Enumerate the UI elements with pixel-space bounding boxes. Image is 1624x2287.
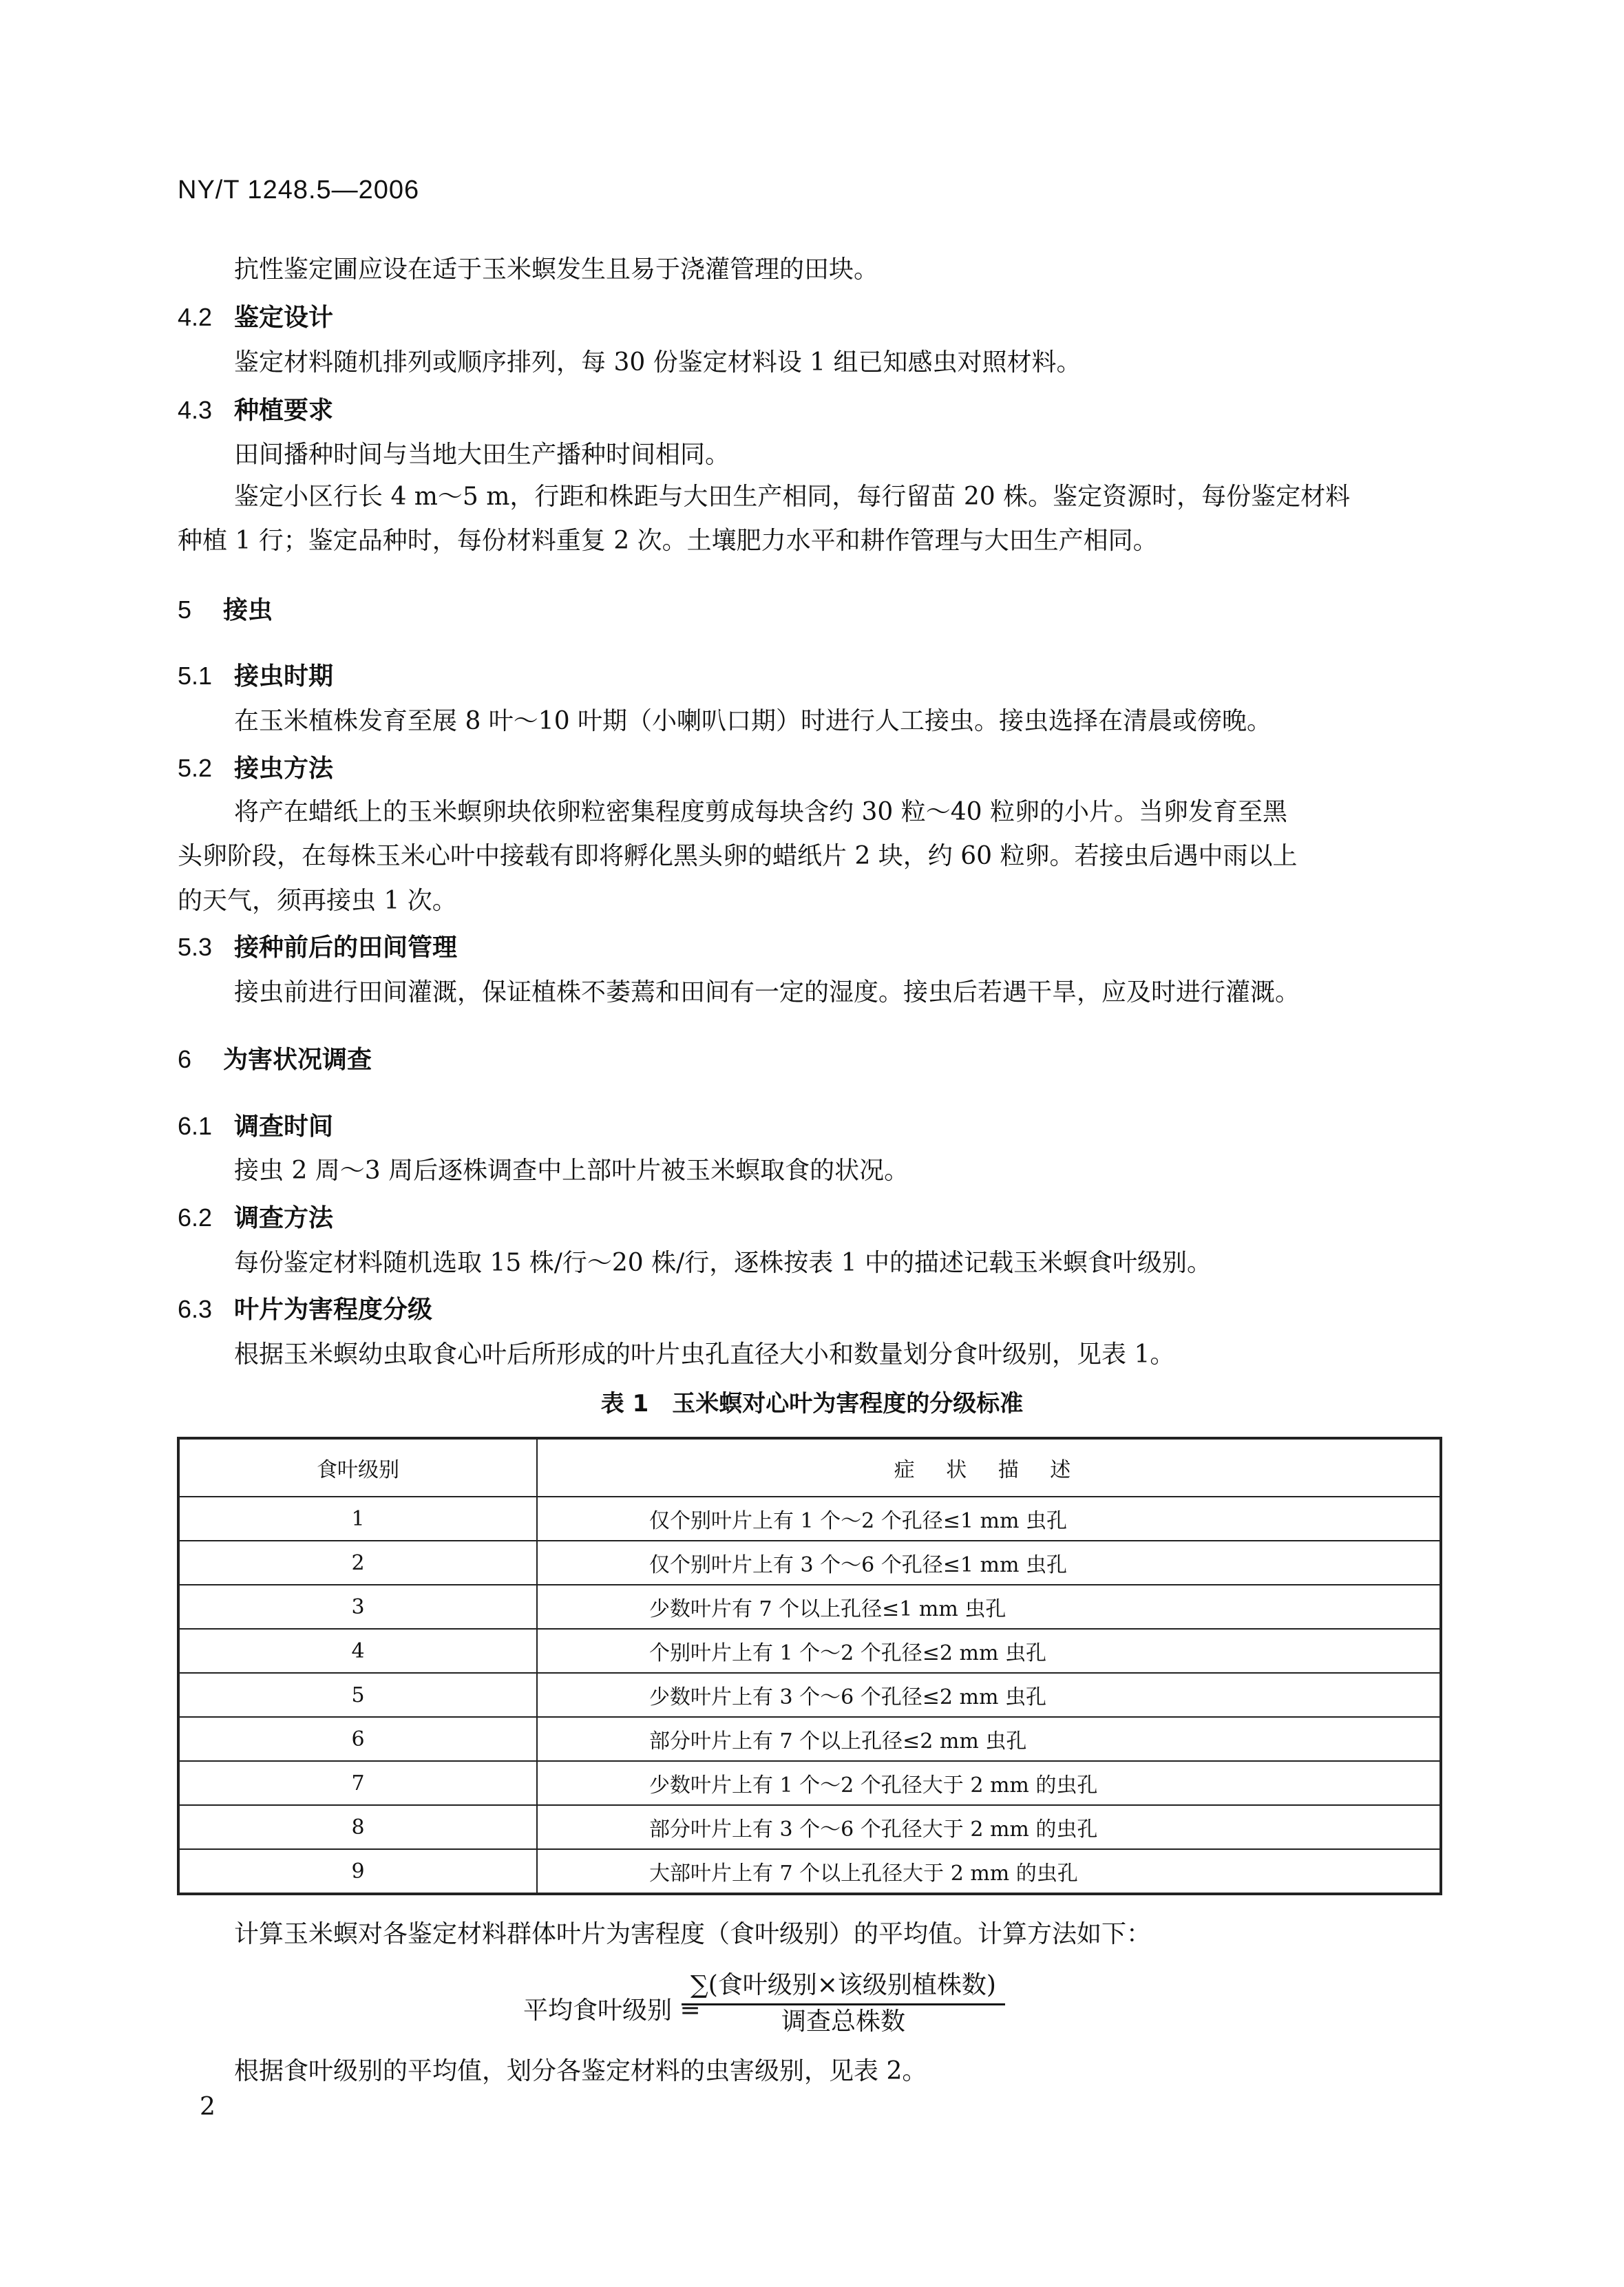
table-row: [178, 1761, 1441, 1805]
heading-title: 种植要求: [234, 397, 334, 425]
description-cell: 少数叶片上有 3 个～6 个孔径≤2 mm 虫孔: [537, 1673, 1441, 1717]
heading-title: 调查时间: [234, 1113, 334, 1141]
paragraph-5-3: 接虫前进行田间灌溉，保证植株不萎蔫和田间有一定的湿度。接虫后若遇干旱，应及时进行灌溉。: [234, 978, 1300, 1007]
paragraph-4-2: 鉴定材料随机排列或顺序排列，每 30 份鉴定材料设 1 组已知感虫对照材料。: [234, 348, 1082, 377]
heading-5: [178, 593, 273, 627]
description-cell: 仅个别叶片上有 3 个～6 个孔径≤1 mm 虫孔: [537, 1541, 1441, 1585]
description-cell: 个别叶片上有 1 个～2 个孔径≤2 mm 虫孔: [537, 1629, 1441, 1673]
heading-number: 6: [178, 1045, 192, 1073]
heading-number: 6.3: [178, 1295, 213, 1323]
heading-number: 5.1: [178, 662, 213, 690]
heading-number: 6.2: [178, 1203, 213, 1232]
paragraph-5-2-line1: 将产在蜡纸上的玉米螟卵块依卵粒密集程度剪成每块含约 30 粒～40 粒卵的小片。当卵发育至黑: [234, 798, 1287, 826]
heading-title: 接虫: [223, 596, 273, 624]
description-cell: 少数叶片上有 1 个～2 个孔径大于 2 mm 的虫孔: [537, 1761, 1441, 1805]
heading-6-3: [178, 1293, 432, 1327]
formula-fraction: [682, 1969, 1005, 2038]
page-number: 2: [200, 2093, 215, 2121]
description-cell: 仅个别叶片上有 1 个～2 个孔径≤1 mm 虫孔: [537, 1497, 1441, 1541]
heading-title: 为害状况调查: [223, 1046, 372, 1074]
table-1-title: 表 1 玉米螟对心叶为害程度的分级标准: [600, 1390, 1024, 1417]
standard-code-header: NY/T 1248.5—2006: [178, 176, 420, 204]
grade-table: [177, 1437, 1442, 1895]
heading-number: 5: [178, 596, 192, 624]
grade-cell: 2: [178, 1541, 537, 1585]
table-row: [178, 1497, 1441, 1541]
heading-4-2: [178, 301, 333, 335]
table-row: [178, 1717, 1441, 1761]
paragraph-5-2-line2: 头卵阶段，在每株玉米心叶中接载有即将孵化黑头卵的蜡纸片 2 块，约 60 粒卵。若接虫后遇中雨以上: [178, 842, 1298, 870]
grade-cell: 5: [178, 1673, 537, 1717]
grade-cell: 3: [178, 1585, 537, 1629]
paragraph-6-3: 根据玉米螟幼虫取食心叶后所形成的叶片虫孔直径大小和数量划分食叶级别，见表 1。: [234, 1340, 1175, 1369]
paragraph-6-1: 接虫 2 周～3 周后逐株调查中上部叶片被玉米螟取食的状况。: [234, 1157, 909, 1185]
table-row: [178, 1585, 1441, 1629]
description-cell: 少数叶片有 7 个以上孔径≤1 mm 虫孔: [537, 1585, 1441, 1629]
heading-5-2: [178, 752, 333, 786]
grade-cell: 8: [178, 1805, 537, 1849]
heading-title: 调查方法: [234, 1204, 334, 1232]
grade-cell: 6: [178, 1717, 537, 1761]
heading-6-1: [178, 1110, 333, 1144]
heading-5-1: [178, 660, 333, 693]
grade-cell: 9: [178, 1849, 537, 1894]
heading-number: 6.1: [178, 1112, 213, 1140]
grade-cell: 4: [178, 1629, 537, 1673]
description-cell: 大部叶片上有 7 个以上孔径大于 2 mm 的虫孔: [537, 1849, 1441, 1894]
table-row: [178, 1541, 1441, 1585]
table-row: [178, 1629, 1441, 1673]
formula-denominator: 调查总株数: [781, 2007, 905, 2036]
table-row: [178, 1849, 1441, 1894]
heading-title: 接种前后的田间管理: [234, 934, 458, 962]
heading-title: 叶片为害程度分级: [234, 1296, 433, 1324]
heading-number: 5.3: [178, 933, 213, 961]
paragraph-4-3-a: 田间播种时间与当地大田生产播种时间相同。: [234, 441, 730, 469]
heading-title: 鉴定设计: [234, 304, 334, 332]
grade-cell: 1: [178, 1497, 537, 1541]
heading-6: [178, 1043, 372, 1077]
paragraph-4-3-b-line2: 种植 1 行；鉴定品种时，每份材料重复 2 次。土壤肥力水平和耕作管理与大田生产相同。: [178, 527, 1158, 555]
grade-cell: 7: [178, 1761, 537, 1805]
paragraph-5-2-line3: 的天气，须再接虫 1 次。: [178, 887, 457, 915]
heading-number: 4.2: [178, 303, 213, 331]
heading-number: 5.2: [178, 754, 213, 782]
paragraph-5-1: 在玉米植株发育至展 8 叶～10 叶期（小喇叭口期）时进行人工接虫。接虫选择在清晨或傍晚。: [234, 707, 1272, 735]
paragraph-calculation: 计算玉米螟对各鉴定材料群体叶片为害程度（食叶级别）的平均值。计算方法如下：: [234, 1920, 1152, 1948]
paragraph-after-formula: 根据食叶级别的平均值，划分各鉴定材料的虫害级别，见表 2。: [234, 2057, 927, 2085]
heading-title: 接虫方法: [234, 755, 334, 783]
formula-lhs: 平均食叶级别 =: [523, 1996, 701, 2025]
paragraph-4-3-b-line1: 鉴定小区行长 4 m～5 m，行距和株距与大田生产相同，每行留苗 20 株。鉴定资源时，每份鉴定材料: [234, 483, 1351, 511]
column-header-grade: 食叶级别: [178, 1438, 537, 1497]
description-cell: 部分叶片上有 3 个～6 个孔径大于 2 mm 的虫孔: [537, 1805, 1441, 1849]
table-row: [178, 1673, 1441, 1717]
formula-numerator: ∑(食叶级别×该级别植株数): [682, 1969, 1005, 2005]
description-cell: 部分叶片上有 7 个以上孔径≤2 mm 虫孔: [537, 1717, 1441, 1761]
table-row: [178, 1805, 1441, 1849]
heading-4-3: [178, 394, 333, 428]
column-header-description: 症 状 描 述: [537, 1438, 1441, 1497]
heading-title: 接虫时期: [234, 662, 334, 691]
paragraph-4-1-continued: 抗性鉴定圃应设在适于玉米螟发生且易于浇灌管理的田块。: [234, 255, 879, 284]
table-header-row: [178, 1438, 1441, 1497]
heading-6-2: [178, 1201, 333, 1235]
heading-5-3: [178, 931, 457, 965]
paragraph-6-2: 每份鉴定材料随机选取 15 株/行～20 株/行，逐株按表 1 中的描述记载玉米螟食叶级别。: [234, 1249, 1212, 1277]
heading-number: 4.3: [178, 396, 213, 424]
